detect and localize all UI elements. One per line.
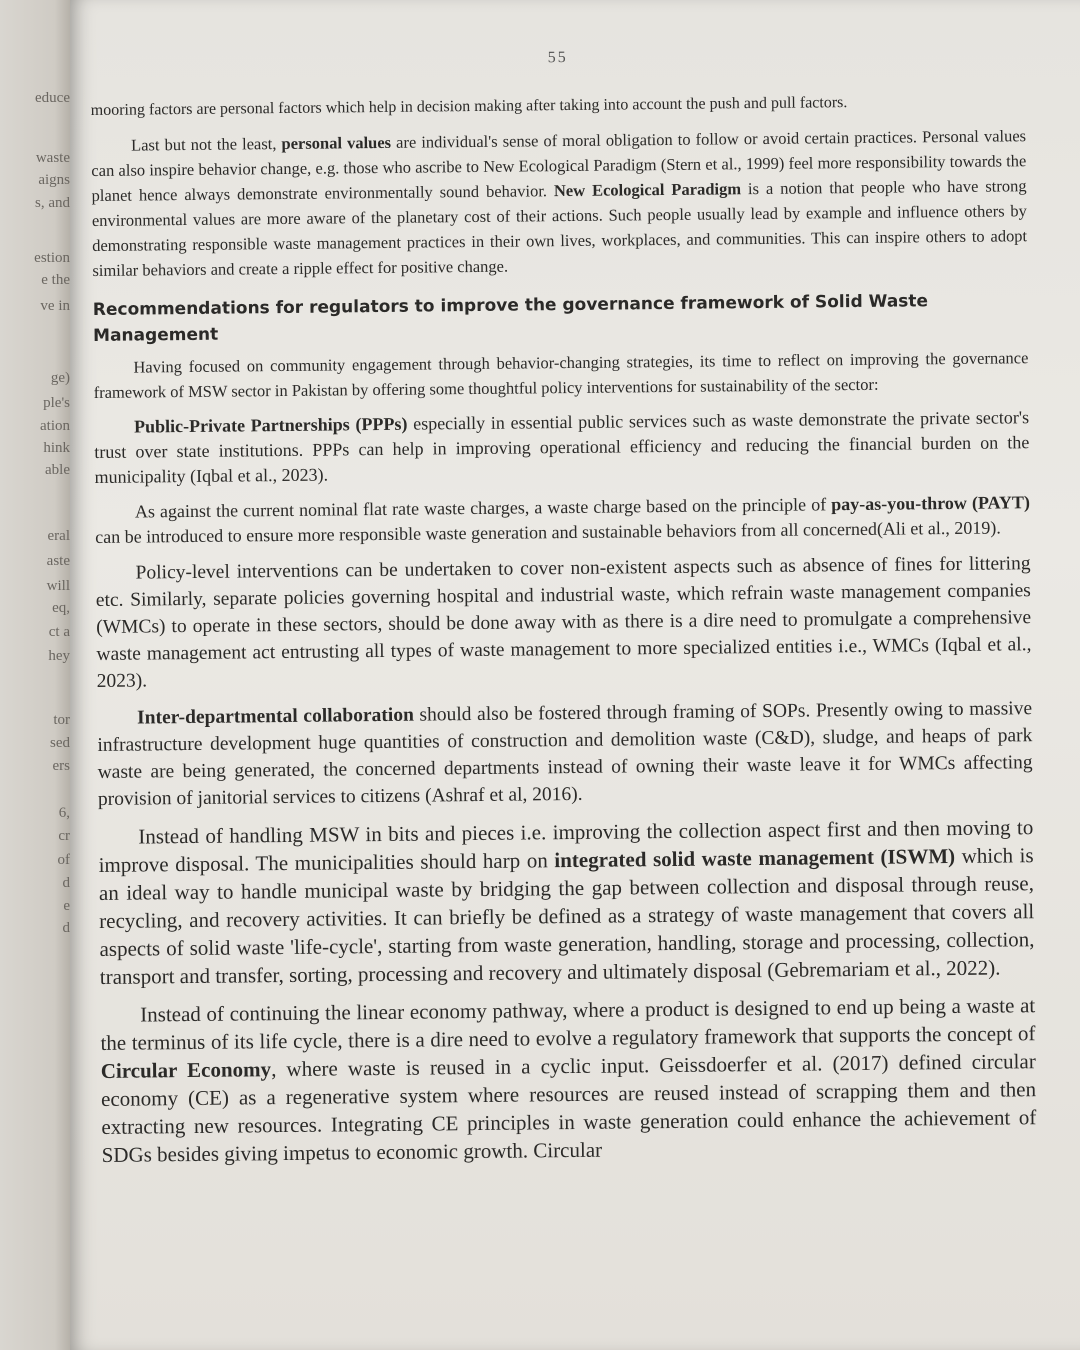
facing-page-text-fragment: estion: [34, 250, 70, 266]
facing-page-text-fragment: ve in: [40, 298, 70, 314]
term-interdepartmental: Inter-departmental collaboration: [136, 704, 414, 729]
term-payt: pay-as-you-throw (PAYT): [831, 492, 1030, 515]
facing-page-text-fragment: able: [45, 462, 70, 478]
facing-page-text-fragment: ple's: [43, 395, 70, 411]
facing-page-text-fragment: 6,: [58, 805, 70, 821]
page-number: 55: [547, 48, 568, 67]
term-personal-values: personal values: [281, 132, 392, 154]
facing-page-text-fragment: ct a: [48, 624, 70, 640]
facing-page-text-fragment: hey: [48, 648, 70, 664]
paragraph-personal-values: Last but not the least, personal values are individual's sense of moral obligation to follow or avoid certain practices. Personal values can also inspire behavior change, e.g. those who ascribe to New Ecological Paradigm (Stern et al., 1999) feel more responsibility towards the planet hence always demonstrate environmentally sound behavior. New Ecological Paradigm is a notion that people who have strong environmental values are more aware of the planetary cost of their actions. Such people usually lead by example and influence others by demonstrating responsible waste management practices in their own lives, workplaces, and communities. This can inspire others to adopt similar behaviors and create a ripple effect for positive change.: [91, 126, 1028, 280]
facing-page-text-fragment: d: [62, 920, 70, 936]
facing-page-text-fragment: ge): [50, 370, 70, 386]
page-content: [90, 30, 1037, 1179]
paragraph-iswm: Instead of handling MSW in bits and pieces i.e. improving the collection aspect first and then moving to improve disposal. The municipalities should harp on integrated solid waste management (ISWM) which is an ideal way to handle municipal waste by bridging the gap between collection and disposal through reuse, recycling, and recovery activities. It can briefly be defined as a strategy of waste management that covers all aspects of solid waste 'life-cycle', starting from waste generation, handling, storage and processing, collection, transport and transfer, sorting, processing and recovery and ultimately disposal (Gebremariam et al., 2022).: [98, 815, 1035, 989]
facing-page-text-fragment: waste: [35, 150, 70, 166]
facing-page-text-fragment: hink: [43, 440, 70, 456]
term-iswm: integrated solid waste management (ISWM): [554, 843, 956, 873]
facing-page-text-fragment: eral: [47, 528, 70, 544]
facing-page-text-fragment: aste: [46, 553, 70, 569]
paragraph-intro-recommendations: Having focused on community engagement through behavior-changing strategies, its time to reflect on improving the governance framework of MSW sector in Pakistan by offering some thoughtful policy interventions for sustainability of the sector:: [93, 348, 1029, 402]
paragraph-ppp: Public-Private Partnerships (PPPs) especially in essential public services such as waste demonstrate the private sector's trust over state institutions. PPPs can help in improving operational efficiency and reducing the financial burden on the municipality (Iqbal et al., 2023).: [94, 407, 1030, 487]
facing-page-text-fragment: s, and: [35, 195, 70, 211]
facing-page-text-fragment: tor: [53, 712, 70, 728]
paragraph-circular-economy: Instead of continuing the linear economy pathway, where a product is designed to end up being a waste at the terminus of its life cycle, there is a dire need to evolve a regulatory framework that supports the concept of Circular Economy, where waste is reused in a cyclic input. Geissdoerfer et al. (2017) defined circular economy (CE) as a regenerative system where resources are reused instead of scrapping them and then extracting new resources. Integrating CE principles in waste generation could enhance the achievement of SDGs besides giving impetus to economic growth. Circular: [100, 993, 1037, 1167]
facing-page-text-fragment: cr: [58, 828, 70, 844]
facing-page-text-fragment: educe: [35, 90, 70, 106]
facing-page-text-fragment: sed: [50, 735, 70, 751]
paragraph-policy-interventions: Policy-level interventions can be undertaken to cover non-existent aspects such as absence of fines for littering etc. Similarly, separate policies governing hospital and industrial waste, which refrain waste management companies (WMCs) to operate in these sectors, should be done away with as there is a dire need to promulgate a comprehensive waste management act entrusting all types of waste management to more specialized entities i.e., WMCs (Iqbal et al., 2023).: [95, 553, 1032, 692]
paragraph-interdepartmental: Inter-departmental collaboration should also be fostered through framing of SOPs. Presently owing to massive infrastructure development huge quantities of construction and demolition waste (C&D), sludge, and heaps of park waste are being generated, the concerned departments instead of owning their waste leave it for WMCs affecting provision of janitorial services to citizens (Ashraf et al, 2016).: [97, 698, 1033, 810]
facing-page-text-fragment: will: [46, 578, 70, 594]
term-circular-economy: Circular Economy: [100, 1057, 272, 1083]
term-new-ecological-paradigm: New Ecological Paradigm: [553, 179, 742, 201]
facing-page-text-fragment: eq,: [52, 600, 70, 616]
book-page: [70, 0, 1080, 1350]
facing-page-text-fragment: d: [62, 875, 70, 891]
facing-page-text-fragment: aigns: [38, 172, 70, 188]
section-heading: Recommendations for regulators to improve the governance framework of Solid Waste Management: [92, 291, 929, 346]
facing-page-text-fragment: ers: [52, 758, 70, 774]
facing-page-text-fragment: of: [57, 852, 70, 868]
facing-page-edge: [0, 0, 78, 1350]
paragraph-payt: As against the current nominal flat rate waste charges, a waste charge based on the principle of pay-as-you-throw (PAYT) can be introduced to ensure more responsible waste generation and sustainable behaviors from all concerned(Ali et al., 2019).: [95, 492, 1030, 547]
facing-page-text-fragment: e the: [41, 272, 70, 288]
paragraph-mooring-factors: mooring factors are personal factors which help in decision making after taking into account the push and pull factors.: [90, 94, 848, 119]
term-ppp: Public-Private Partnerships (PPPs): [133, 413, 408, 437]
facing-page-text-fragment: e: [63, 898, 70, 914]
facing-page-text-fragment: ation: [40, 418, 70, 434]
